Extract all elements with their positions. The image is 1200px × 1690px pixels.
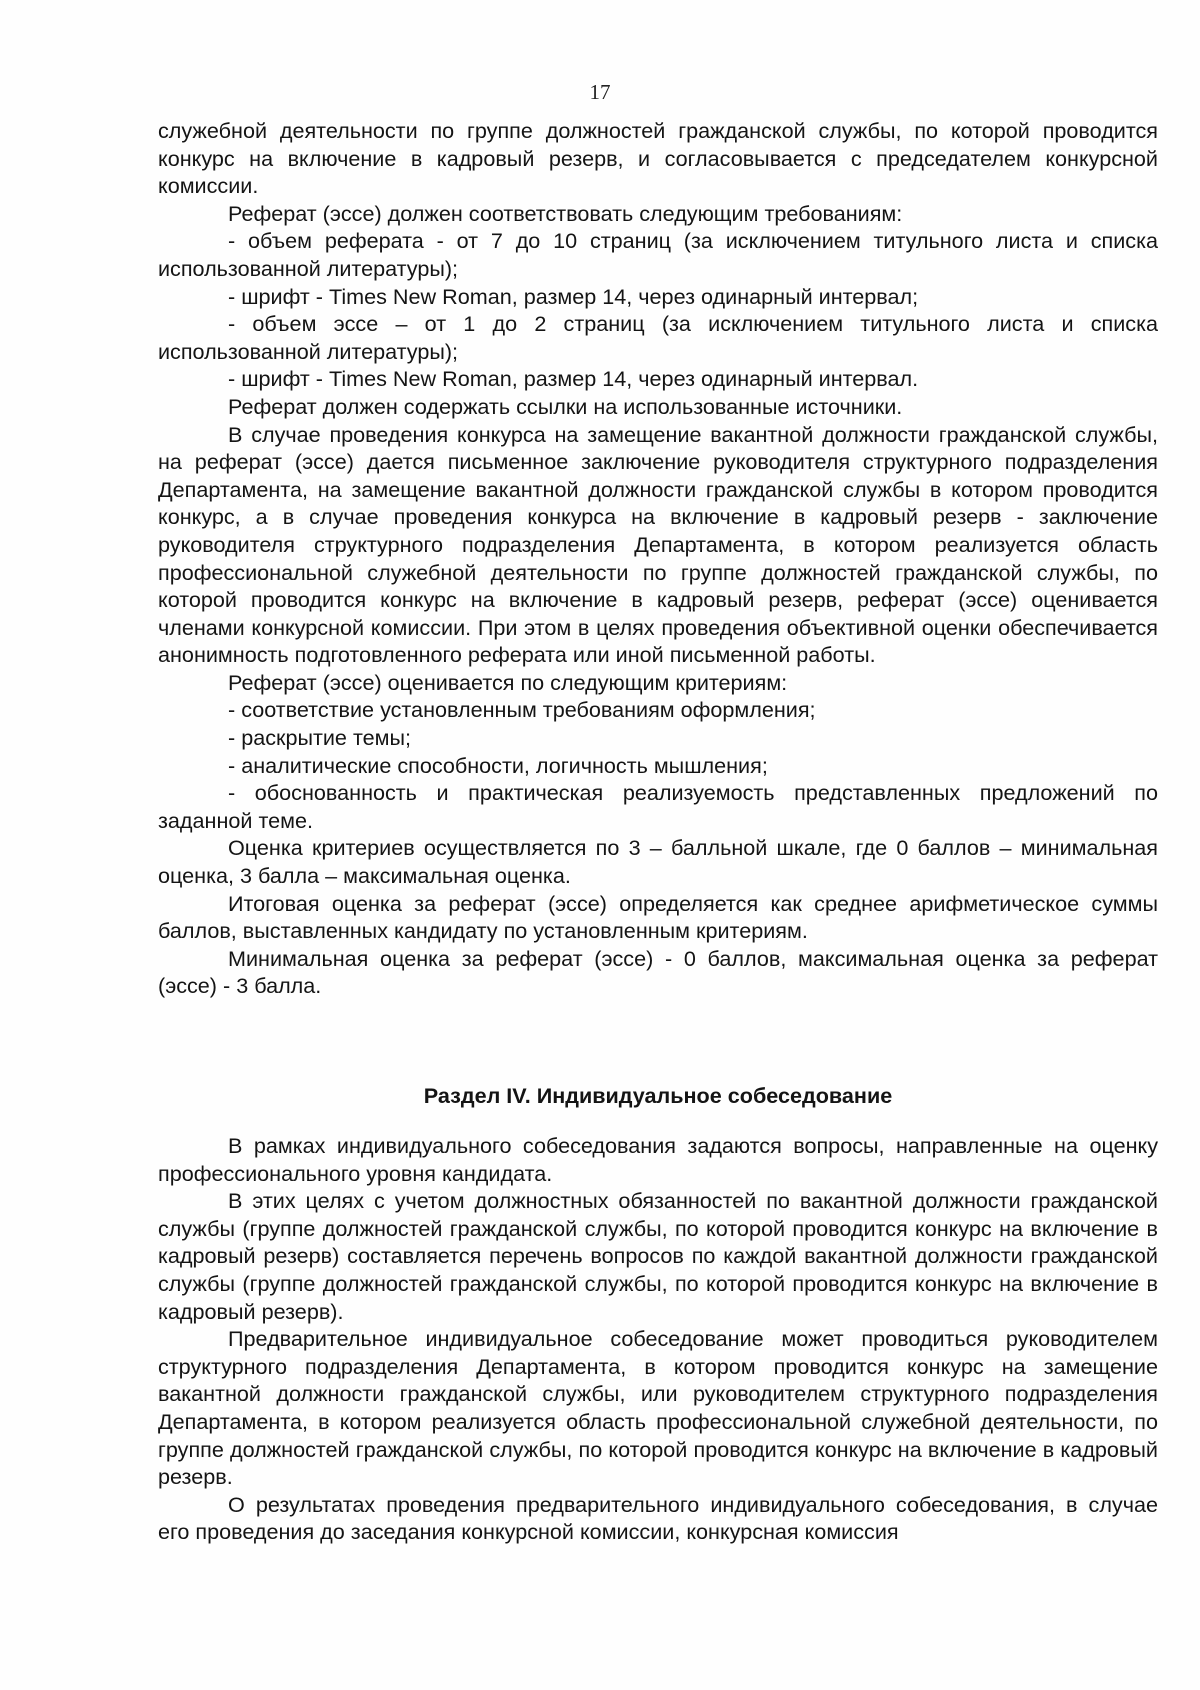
paragraph: - объем эссе – от 1 до 2 страниц (за исключением титульного листа и списка использованной литературы); [158, 311, 1158, 364]
upper-text [158, 117, 1158, 1000]
paragraph: - шрифт - Times New Roman, размер 14, через одинарный интервал. [228, 366, 919, 392]
paragraph: Оценка критериев осуществляется по 3 – балльной шкале, где 0 баллов – минимальная оценка, 3 балла – максимальная оценка. [158, 835, 1158, 889]
paragraph: Минимальная оценка за реферат (эссе) - 0 баллов, максимальная оценка за реферат (эссе) - 3 балла. [158, 945, 1158, 999]
paragraph: Предварительное индивидуальное собеседование может проводиться руководителем структурного подразделения Департамента, в котором проводится конкурс на замещение вакантной должности гражданской службы, или руководителем структурного подразделения Департамента, в котором реализуется область профессиональной служебной деятельности, по группе должностей гражданской службы, по которой проводится конкурс на включение в кадровый резерв. [158, 1326, 1158, 1490]
paragraph: - шрифт - Times New Roman, размер 14, через одинарный интервал; [228, 283, 919, 309]
paragraph: Реферат должен содержать ссылки на использованные источники. [228, 393, 903, 419]
paragraph: служебной деятельности по группе должностей гражданской службы, по которой проводится конкурс на включение в кадровый резерв, и согласовывается с председателем конкурсной комиссии. [158, 118, 1158, 199]
paragraph: Реферат (эссе) должен соответствовать следующим требованиям: [228, 200, 903, 226]
paragraph: - обоснованность и практическая реализуемость представленных предложений по заданной теме. [158, 780, 1158, 833]
paragraph: В рамках индивидуального собеседования задаются вопросы, направленные на оценку профессионального уровня кандидата. [158, 1133, 1158, 1186]
paragraph: О результатах проведения предварительного индивидуального собеседования, в случае его проведения до заседания конкурсной комиссии, конкурсная комиссия [158, 1491, 1158, 1545]
paragraph: В случае проведения конкурса на замещение вакантной должности гражданской службы, на реферат (эссе) дается письменное заключение руководителя структурного подразделения Департамента, на замещение вакантной должности гражданской службы в котором проводится конкурс, а в случае проведения конкурса на включение в кадровый резерв - заключение руководителя структурного подразделения Департамента, в котором реализуется область профессиональной служебной деятельности по группе должностей гражданской службы, по которой проводится конкурс на включение в кадровый резерв, реферат (эссе) оценивается членами конкурсной комиссии. При этом в целях проведения объективной оценки обеспечивается анонимность подготовленного реферата или иной письменной работы. [158, 421, 1158, 668]
paragraph: - аналитические способности, логичность мышления; [228, 752, 768, 778]
paragraph: - объем реферата - от 7 до 10 страниц (за исключением титульного листа и списка использованной литературы); [158, 228, 1158, 281]
paragraph: Реферат (эссе) оценивается по следующим критериям: [228, 669, 788, 695]
paragraph: - соответствие установленным требованиям оформления; [228, 697, 816, 723]
lower-text [158, 1132, 1158, 1546]
paragraph: В этих целях с учетом должностных обязанностей по вакантной должности гражданской службы (группе должностей гражданской службы, по которой проводится конкурс на включение в кадровый резерв) составляется перечень вопросов по каждой вакантной должности гражданской службы (группе должностей гражданской службы, по которой проводится конкурс на включение в кадровый резерв). [158, 1188, 1158, 1324]
paragraph: - раскрытие темы; [228, 725, 411, 751]
section-heading: Раздел IV. Индивидуальное собеседование [423, 1083, 893, 1108]
paragraph: Итоговая оценка за реферат (эссе) определяется как среднее арифметическое суммы баллов, выставленных кандидату по установленным критериям. [158, 890, 1158, 944]
page-number: 17 [589, 80, 611, 104]
